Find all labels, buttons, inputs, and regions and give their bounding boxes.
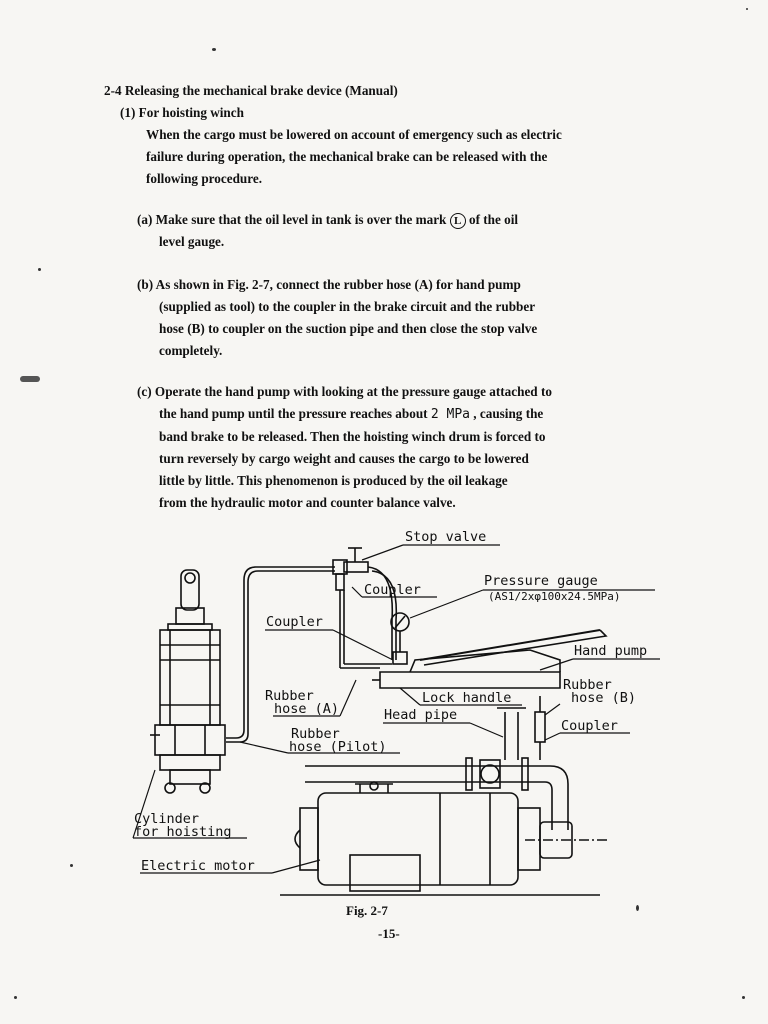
step-c bbox=[137, 381, 552, 514]
label-pressure-gauge: Pressure gauge bbox=[484, 573, 598, 589]
hoisting-cylinder bbox=[150, 570, 225, 793]
intro-line: failure during operation, the mechanical brake can be released with the bbox=[146, 149, 548, 164]
level-mark-icon: L bbox=[450, 213, 466, 229]
step-b-line: (b) As shown in Fig. 2-7, connect the rubber hose (A) for hand pump bbox=[137, 277, 521, 292]
label-rubber-hose-a: Rubber bbox=[265, 688, 314, 704]
step-c-line: the hand pump until the pressure reaches about 2 MPa , causing the bbox=[159, 406, 544, 422]
label-rubber-hose-b: Rubber bbox=[563, 677, 612, 693]
step-b-line: (supplied as tool) to the coupler in the brake circuit and the rubber bbox=[159, 299, 536, 314]
label-coupler-right: Coupler bbox=[561, 718, 618, 734]
stop-valve-assembly bbox=[333, 548, 392, 668]
scan-speck bbox=[14, 996, 17, 999]
label-hand-pump: Hand pump bbox=[574, 643, 648, 659]
label-rubber-hose-a: hose (A) bbox=[274, 701, 340, 717]
step-a bbox=[137, 209, 518, 253]
step-b-line: completely. bbox=[159, 343, 223, 358]
step-c-line: from the hydraulic motor and counter balance valve. bbox=[159, 495, 456, 510]
intro-line: When the cargo must be lowered on account of emergency such as electric bbox=[146, 127, 562, 142]
step-b-line: hose (B) to coupler on the suction pipe and then close the stop valve bbox=[159, 321, 538, 336]
pressure-value: 2 MPa bbox=[430, 407, 470, 422]
electric-motor bbox=[280, 782, 610, 895]
pressure-gauge bbox=[391, 613, 409, 664]
intro-paragraph bbox=[146, 124, 562, 190]
step-a-line1: (a) Make sure that the oil level in tank is over the mark L of the oil bbox=[137, 212, 519, 227]
step-b bbox=[137, 274, 537, 362]
step-c-line: little by little. This phenomenon is produced by the oil leakage bbox=[159, 473, 508, 488]
label-cylinder: for hoisting bbox=[134, 824, 232, 840]
step-a-line2: level gauge. bbox=[159, 234, 225, 249]
figure-caption: Fig. 2-7 bbox=[346, 903, 388, 918]
label-cylinder: Cylinder bbox=[134, 811, 200, 827]
step-c-line: turn reversely by cargo weight and causes the cargo to be lowered bbox=[159, 451, 529, 466]
suction-pipe bbox=[305, 758, 568, 830]
step-c-line: (c) Operate the hand pump with looking at the pressure gauge attached to bbox=[137, 384, 552, 399]
label-gauge-spec: (AS1/2xφ100x24.5MPa) bbox=[488, 590, 621, 603]
scan-speck bbox=[20, 376, 40, 382]
subheading: (1) For hoisting winch bbox=[120, 105, 244, 120]
label-rubber-hose-b: hose (B) bbox=[571, 690, 637, 706]
label-coupler-top: Coupler bbox=[364, 582, 421, 598]
scan-speck bbox=[212, 48, 216, 51]
label-electric-motor: Electric motor bbox=[141, 858, 255, 874]
step-c-line: band brake to be released. Then the hoisting winch drum is forced to bbox=[159, 429, 546, 444]
label-rubber-hose-pilot: hose (Pilot) bbox=[289, 739, 387, 755]
scan-speck bbox=[742, 996, 745, 999]
scan-speck bbox=[636, 905, 639, 911]
label-lock-handle: Lock handle bbox=[422, 690, 512, 706]
scan-speck bbox=[38, 268, 41, 271]
scan-speck bbox=[746, 8, 748, 10]
section-heading: 2-4 Releasing the mechanical brake device (Manual) bbox=[104, 83, 398, 98]
page-number: -15- bbox=[378, 926, 400, 941]
hydraulic-brake-diagram bbox=[0, 520, 768, 940]
label-head-pipe: Head pipe bbox=[384, 707, 458, 723]
label-coupler-left: Coupler bbox=[266, 614, 323, 630]
intro-line: following procedure. bbox=[146, 171, 263, 186]
label-rubber-hose-pilot: Rubber bbox=[291, 726, 340, 742]
label-stop-valve: Stop valve bbox=[405, 529, 487, 545]
scan-speck bbox=[70, 864, 73, 867]
